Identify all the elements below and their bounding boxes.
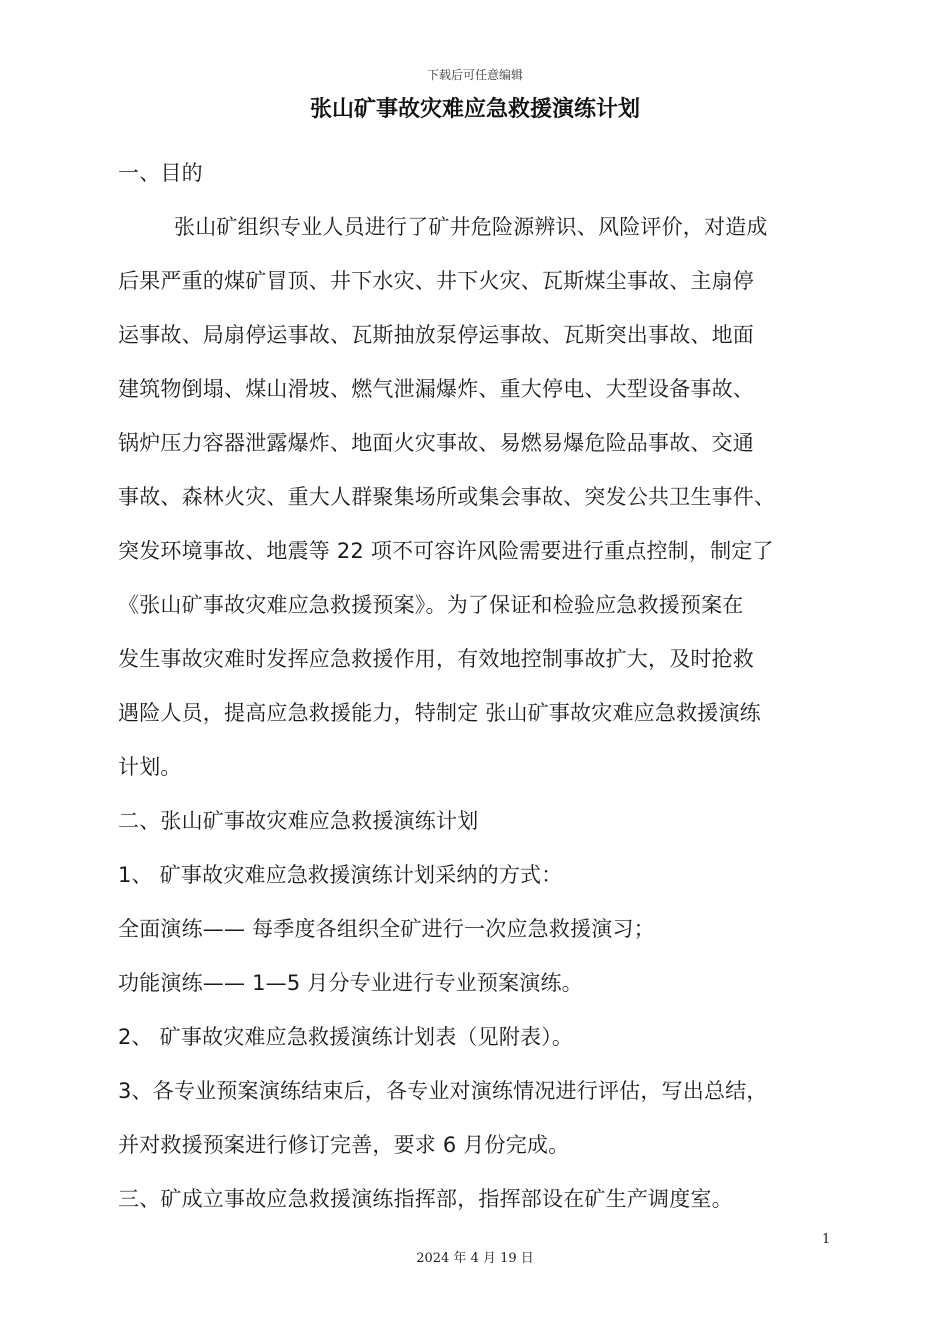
section-heading-purpose: 一、目的 [118, 161, 203, 185]
header-note: 下载后可任意编辑 [426, 68, 523, 82]
page-number: 1 [822, 1232, 831, 1247]
list-item: 并对救援预案进行修订完善，要求 6 月份完成。 [118, 1133, 570, 1157]
paragraph-line: 《张山矿事故灾难应急救援预案》。为了保证和检验应急救援预案在 [118, 593, 744, 617]
paragraph-line: 建筑物倒塌、煤山滑坡、燃气泄漏爆炸、重大停电、大型设备事故、 [118, 377, 754, 401]
paragraph-line: 后果严重的煤矿冒顶、井下水灾、井下火灾、瓦斯煤尘事故、主扇停 [118, 269, 754, 293]
footer-date: 2024 年 4 月 19 日 [416, 1251, 534, 1266]
section-heading-command: 三、矿成立事故应急救援演练指挥部，指挥部设在矿生产调度室。 [118, 1187, 733, 1211]
list-item: 全面演练—— 每季度各组织全矿进行一次应急救援演习； [118, 917, 655, 941]
paragraph-line: 计划。 [118, 755, 182, 779]
document-body [118, 146, 843, 1226]
paragraph-line: 遇险人员，提高应急救援能力，特制定 张山矿事故灾难应急救援演练 [118, 701, 761, 725]
list-item: 2、 矿事故灾难应急救援演练计划表（见附表）。 [118, 1025, 574, 1049]
paragraph-line: 事故、森林火灾、重大人群聚集场所或集会事故、突发公共卫生事件、 [118, 485, 776, 509]
list-item: 3、各专业预案演练结束后，各专业对演练情况进行评估，写出总结， [118, 1079, 768, 1103]
paragraph-line: 发生事故灾难时发挥应急救援作用，有效地控制事故扩大，及时抢救 [118, 647, 754, 671]
paragraph-line: 运事故、局扇停运事故、瓦斯抽放泵停运事故、瓦斯突出事故、地面 [118, 323, 754, 347]
paragraph-line: 锅炉压力容器泄露爆炸、地面火灾事故、易燃易爆危险品事故、交通 [118, 431, 754, 455]
paragraph-line: 突发环境事故、地震等 22 项不可容许风险需要进行重点控制，制定了 [118, 539, 774, 563]
section-heading-plan: 二、张山矿事故灾难应急救援演练计划 [118, 809, 479, 833]
list-item: 功能演练—— 1—5 月分专业进行专业预案演练。 [118, 971, 583, 995]
paragraph-line: 张山矿组织专业人员进行了矿井危险源辨识、风险评价，对造成 [174, 215, 768, 239]
list-item: 1、 矿事故灾难应急救援演练计划采纳的方式： [118, 863, 563, 887]
document-title: 张山矿事故灾难应急救援演练计划 [309, 97, 640, 122]
